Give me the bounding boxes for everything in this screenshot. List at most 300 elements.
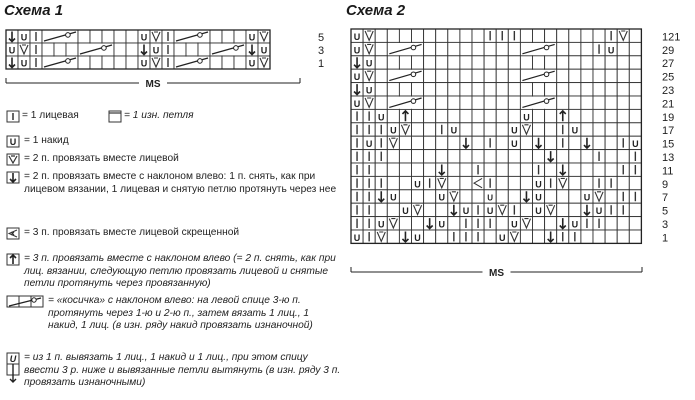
svg-text:U: U [378, 112, 385, 123]
scheme2-cell [424, 69, 436, 82]
scheme2-cell [617, 42, 629, 55]
scheme2-cell [545, 190, 557, 203]
scheme2-cell [533, 83, 545, 96]
svg-text:U: U [353, 45, 361, 56]
scheme1-cell [222, 30, 234, 43]
scheme2-cell [460, 83, 472, 96]
scheme2-cell [508, 42, 520, 55]
scheme2-cell [484, 42, 496, 55]
scheme2-cell [557, 203, 569, 216]
svg-text:U: U [414, 179, 421, 190]
scheme2-cell [387, 56, 399, 69]
scheme1-cell [42, 43, 54, 56]
scheme2-cell [484, 123, 496, 136]
scheme2-cell [617, 96, 629, 109]
scheme2-stitch-U [366, 86, 373, 96]
scheme2-cell [424, 163, 436, 176]
scheme1-cell [234, 30, 246, 43]
scheme1-cell [210, 30, 222, 43]
svg-text:U: U [248, 32, 256, 43]
scheme1-cell [54, 43, 66, 56]
scheme2-cell [508, 190, 520, 203]
svg-text:U: U [353, 232, 361, 243]
svg-text:U: U [632, 139, 639, 150]
scheme2-cable-2-loop [411, 99, 416, 104]
scheme1-cable-0-loop [66, 33, 71, 38]
scheme2-cell [387, 109, 399, 122]
scheme1-stitch-U [21, 59, 28, 69]
scheme2-stitch-U [499, 233, 506, 243]
scheme2-cell [581, 29, 593, 42]
scheme2-cell [472, 69, 484, 82]
scheme1-cell [126, 30, 138, 43]
scheme2-cell [581, 176, 593, 189]
scheme2-cell [545, 83, 557, 96]
scheme2-cell [629, 29, 641, 42]
scheme2-cell [496, 83, 508, 96]
scheme2-stitch-U [439, 220, 446, 230]
scheme2-stitch-U [390, 126, 397, 136]
scheme2-cell [629, 230, 641, 243]
svg-text:U: U [583, 192, 591, 203]
scheme2-cell [484, 163, 496, 176]
scheme2-row-label: 5 [662, 205, 669, 218]
scheme2-cell [508, 163, 520, 176]
scheme2-stitch-U [572, 220, 579, 230]
scheme2-stitch-U [487, 206, 494, 216]
scheme2-cell [436, 136, 448, 149]
scheme1-cable-2-loop [66, 59, 71, 64]
scheme1-cell [114, 30, 126, 43]
svg-text:U: U [487, 193, 494, 203]
scheme2-cell [424, 96, 436, 109]
svg-text:U: U [511, 125, 518, 136]
scheme2-cell [436, 203, 448, 216]
scheme1-cell [126, 56, 138, 69]
scheme2-cell [569, 176, 581, 189]
scheme2-cell [448, 42, 460, 55]
scheme2-cell [448, 217, 460, 230]
scheme2-cell [496, 136, 508, 149]
scheme2-cell [593, 69, 605, 82]
scheme1-repeat-label: MS [145, 79, 161, 90]
scheme2-cell [533, 56, 545, 69]
scheme2-cell [460, 123, 472, 136]
scheme2-stitch-U [354, 233, 361, 243]
scheme2-cell [472, 96, 484, 109]
scheme2-cell [436, 56, 448, 69]
scheme2-cell [472, 123, 484, 136]
svg-text:U: U [8, 45, 16, 56]
scheme2-cell [617, 56, 629, 69]
scheme2-cable-1-loop [411, 72, 416, 77]
svg-text:U: U [414, 232, 421, 243]
scheme2-cell [412, 83, 424, 96]
scheme2-cell [581, 42, 593, 55]
scheme2-cell [593, 230, 605, 243]
scheme2-stitch-U [511, 220, 518, 230]
cable-icon [6, 295, 46, 314]
scheme2-cell [629, 123, 641, 136]
scheme2-cell [557, 190, 569, 203]
scheme2-cell [484, 109, 496, 122]
scheme2-cell [472, 136, 484, 149]
scheme2-stitch-U [354, 72, 361, 82]
scheme2-cell [617, 217, 629, 230]
scheme2-cell [424, 150, 436, 163]
scheme2-cell [484, 230, 496, 243]
scheme2-cell [375, 83, 387, 96]
scheme2-cell [436, 69, 448, 82]
scheme2-cell [460, 109, 472, 122]
scheme2-cell [375, 29, 387, 42]
scheme2-cell [496, 150, 508, 163]
scheme1-stitch-U [9, 46, 16, 56]
k2tog-icon [6, 153, 22, 172]
scheme2-stitch-U [523, 112, 530, 122]
scheme2-cell [629, 217, 641, 230]
scheme1-stitch-U [21, 33, 28, 43]
scheme2-cell [448, 29, 460, 42]
scheme2-cell [399, 56, 411, 69]
scheme2-cell [593, 163, 605, 176]
scheme2-cell [605, 109, 617, 122]
scheme2-cell [605, 123, 617, 136]
svg-text:U: U [365, 58, 373, 69]
svg-text:U: U [571, 219, 579, 230]
scheme2-cell [472, 29, 484, 42]
scheme2-cell [387, 29, 399, 42]
scheme2-cell [533, 217, 545, 230]
scheme2-cell [436, 230, 448, 243]
scheme2-row-label: 27 [662, 58, 675, 71]
scheme1-cell [222, 56, 234, 69]
scheme2-cell [593, 83, 605, 96]
scheme2-cell [472, 150, 484, 163]
scheme1-stitch-U [141, 33, 148, 43]
svg-text:U: U [365, 85, 373, 96]
scheme2-cell [508, 69, 520, 82]
scheme2-cell [387, 203, 399, 216]
svg-text:U: U [390, 125, 397, 136]
scheme2-stitch-U [463, 206, 470, 216]
scheme1-cable-5-loop [198, 59, 203, 64]
scheme2-cell [569, 96, 581, 109]
scheme1-cable-3-loop [198, 33, 203, 38]
scheme2-cell [424, 109, 436, 122]
scheme2-cell [460, 190, 472, 203]
scheme2-cell [605, 150, 617, 163]
scheme1-cell [210, 56, 222, 69]
scheme2-cell [569, 29, 581, 42]
scheme2-cell [569, 69, 581, 82]
svg-text:U: U [365, 139, 373, 150]
scheme2-cell [545, 217, 557, 230]
svg-text:U: U [523, 112, 530, 123]
scheme2-cell [460, 69, 472, 82]
scheme2-cell [617, 69, 629, 82]
scheme2-cell [629, 56, 641, 69]
scheme1-cable-4-loop [234, 46, 239, 51]
scheme2-cell [387, 230, 399, 243]
scheme2-row-label: 9 [662, 178, 669, 191]
scheme2-row-label: 13 [662, 152, 675, 164]
scheme2-cell [496, 109, 508, 122]
scheme2-cell [424, 136, 436, 149]
yarn-over-icon [6, 135, 22, 154]
scheme2-cell [484, 83, 496, 96]
scheme2-cell [617, 83, 629, 96]
scheme1-cell [78, 30, 90, 43]
scheme2-cell [557, 96, 569, 109]
scheme2-cell [375, 203, 387, 216]
svg-text:U: U [450, 125, 458, 136]
scheme2-cell [545, 136, 557, 149]
scheme1-stitch-U [249, 59, 256, 69]
scheme2-cell [496, 69, 508, 82]
scheme2-cell [484, 150, 496, 163]
scheme2-cell [496, 176, 508, 189]
scheme2-cell [605, 69, 617, 82]
scheme2-cell [617, 230, 629, 243]
scheme2-cell [629, 109, 641, 122]
scheme2-stitch-U [511, 139, 518, 149]
scheme2-cable-5-loop [544, 99, 549, 104]
scheme2-row-label: 7 [662, 192, 669, 205]
scheme2-cell [581, 150, 593, 163]
scheme2-cell [520, 136, 532, 149]
svg-text:U: U [378, 219, 385, 230]
scheme2-repeat-label: MS [489, 268, 504, 279]
scheme2-cell [448, 109, 460, 122]
scheme2-cell [581, 83, 593, 96]
scheme2-cell [399, 190, 411, 203]
scheme2-cell [508, 96, 520, 109]
scheme2-cell [472, 56, 484, 69]
scheme2-cell [629, 203, 641, 216]
scheme2-stitch-U [439, 193, 446, 203]
knit-symbol-icon [6, 110, 22, 129]
scheme1-cell [66, 43, 78, 56]
scheme2-cell [424, 56, 436, 69]
scheme2-cell [412, 56, 424, 69]
svg-text:U: U [353, 31, 361, 42]
scheme2-cell [581, 123, 593, 136]
scheme2-cell [460, 42, 472, 55]
scheme2-cell [387, 150, 399, 163]
scheme2-cell [460, 29, 472, 42]
scheme2-cell [424, 123, 436, 136]
scheme2-cell [399, 163, 411, 176]
scheme2-cell [460, 150, 472, 163]
scheme1-cell [78, 56, 90, 69]
scheme2-cell [448, 150, 460, 163]
scheme1-row-label: 3 [318, 45, 325, 57]
scheme1-cell [114, 56, 126, 69]
scheme2-cell [412, 190, 424, 203]
scheme2-row-label: 19 [662, 111, 675, 124]
scheme2-cell [496, 163, 508, 176]
scheme2-cable-4-loop [544, 72, 549, 77]
scheme2-cell [569, 150, 581, 163]
scheme2-cell [448, 163, 460, 176]
scheme2-cell [520, 56, 532, 69]
scheme2-cable-0-loop [411, 45, 416, 50]
scheme2-cell [581, 56, 593, 69]
svg-text:U: U [152, 45, 160, 56]
scheme2-cell [569, 190, 581, 203]
scheme2-cell [533, 230, 545, 243]
scheme2-cell [520, 230, 532, 243]
scheme2-cell [496, 217, 508, 230]
scheme2-cell [496, 123, 508, 136]
scheme2-cell [448, 96, 460, 109]
svg-text:U: U [607, 45, 615, 56]
scheme2-cell [472, 83, 484, 96]
scheme2-title: Схема 2 [346, 2, 406, 19]
scheme2-cell [581, 109, 593, 122]
scheme2-cell [436, 96, 448, 109]
scheme2-cell [617, 123, 629, 136]
scheme2-cell [617, 109, 629, 122]
scheme2-stitch-U [354, 99, 361, 109]
scheme2-cell [496, 56, 508, 69]
scheme2-stitch-U [354, 45, 361, 55]
scheme2-cell [424, 29, 436, 42]
scheme2-row-label: 17 [662, 125, 675, 138]
scheme2-cell [472, 42, 484, 55]
scheme2-stitch-U [535, 206, 542, 216]
scheme2-cell [399, 176, 411, 189]
scheme1-cell [198, 43, 210, 56]
scheme2-cell [593, 123, 605, 136]
scheme2-cell [545, 163, 557, 176]
scheme2-stitch-U [572, 126, 579, 136]
scheme2-cell [605, 136, 617, 149]
scheme2-cell [533, 29, 545, 42]
scheme1-row-label: 1 [318, 58, 325, 70]
scheme2-cell [520, 150, 532, 163]
scheme2-cell [605, 96, 617, 109]
scheme2-cell [460, 176, 472, 189]
scheme2-cell [496, 42, 508, 55]
scheme2-cell [375, 56, 387, 69]
scheme2-cell [484, 56, 496, 69]
scheme2-cell [533, 150, 545, 163]
scheme1-cell [102, 30, 114, 43]
scheme1-cell [186, 43, 198, 56]
scheme2-cell [496, 96, 508, 109]
scheme2-cell [605, 190, 617, 203]
scheme2-stitch-U [451, 126, 458, 136]
scheme2-cell [569, 136, 581, 149]
scheme2-cell [387, 83, 399, 96]
scheme2-cell [424, 83, 436, 96]
svg-text:U: U [511, 139, 518, 150]
scheme2-row-label: 25 [662, 71, 675, 84]
scheme2-cell [557, 83, 569, 96]
scheme2-stitch-U [366, 139, 373, 149]
scheme2-cell [412, 123, 424, 136]
scheme2-cell [520, 29, 532, 42]
scheme2-cell [569, 163, 581, 176]
scheme2-cell [412, 163, 424, 176]
scheme2-cell [436, 42, 448, 55]
scheme2-cell [448, 176, 460, 189]
scheme2-cell [569, 83, 581, 96]
increase-icon [6, 352, 22, 389]
scheme2-cell [629, 69, 641, 82]
scheme2-cell [557, 42, 569, 55]
scheme2-cell [605, 56, 617, 69]
scheme2-row-label: 29 [662, 44, 675, 57]
scheme2-cell [460, 163, 472, 176]
scheme2-row-label: 15 [662, 138, 675, 151]
scheme2-cell [508, 56, 520, 69]
scheme2-cell [508, 176, 520, 189]
svg-text:U: U [438, 192, 445, 203]
scheme2-cell [387, 163, 399, 176]
scheme2-row-label: 1 [662, 232, 669, 245]
scheme2-cell [569, 42, 581, 55]
scheme2-cell [412, 29, 424, 42]
scheme2-cell [520, 203, 532, 216]
scheme2-cell [581, 96, 593, 109]
scheme2-stitch-U [366, 59, 373, 69]
scheme2-stitch-U [596, 206, 603, 216]
scheme2-cell [617, 150, 629, 163]
scheme2-cell [569, 56, 581, 69]
scheme2-cell [581, 163, 593, 176]
scheme1-stitch-U [249, 33, 256, 43]
scheme2-stitch-U [632, 139, 639, 149]
scheme2-cell [424, 190, 436, 203]
scheme2-cell [436, 109, 448, 122]
scheme2-cell [569, 203, 581, 216]
scheme2-stitch-U [378, 112, 385, 122]
scheme2-cell [520, 163, 532, 176]
scheme2-stitch-U [584, 193, 591, 203]
scheme2-cell [605, 217, 617, 230]
scheme2-cell [412, 109, 424, 122]
scheme2-cell [496, 190, 508, 203]
svg-text:U: U [353, 72, 361, 83]
scheme1-cell [114, 43, 126, 56]
svg-text:U: U [9, 137, 17, 147]
scheme2-cell [375, 69, 387, 82]
scheme2-cell [508, 83, 520, 96]
scheme2-stitch-U [378, 220, 385, 230]
scheme2-stitch-U [402, 206, 409, 216]
scheme2-row-label: 3 [662, 219, 669, 231]
scheme2-cell [424, 230, 436, 243]
scheme2-cell [472, 109, 484, 122]
scheme2-cell [460, 56, 472, 69]
scheme2-stitch-U [608, 45, 615, 55]
scheme2-cell [593, 136, 605, 149]
scheme2-cell [545, 123, 557, 136]
scheme2-cell [508, 109, 520, 122]
svg-text:U: U [353, 98, 361, 109]
scheme2-cell [448, 83, 460, 96]
scheme2-cell [375, 96, 387, 109]
scheme2-cell [593, 109, 605, 122]
scheme2-cell [545, 56, 557, 69]
svg-text:U: U [595, 206, 603, 217]
scheme2-cell [484, 69, 496, 82]
scheme2-cell [557, 56, 569, 69]
svg-text:U: U [535, 206, 542, 217]
